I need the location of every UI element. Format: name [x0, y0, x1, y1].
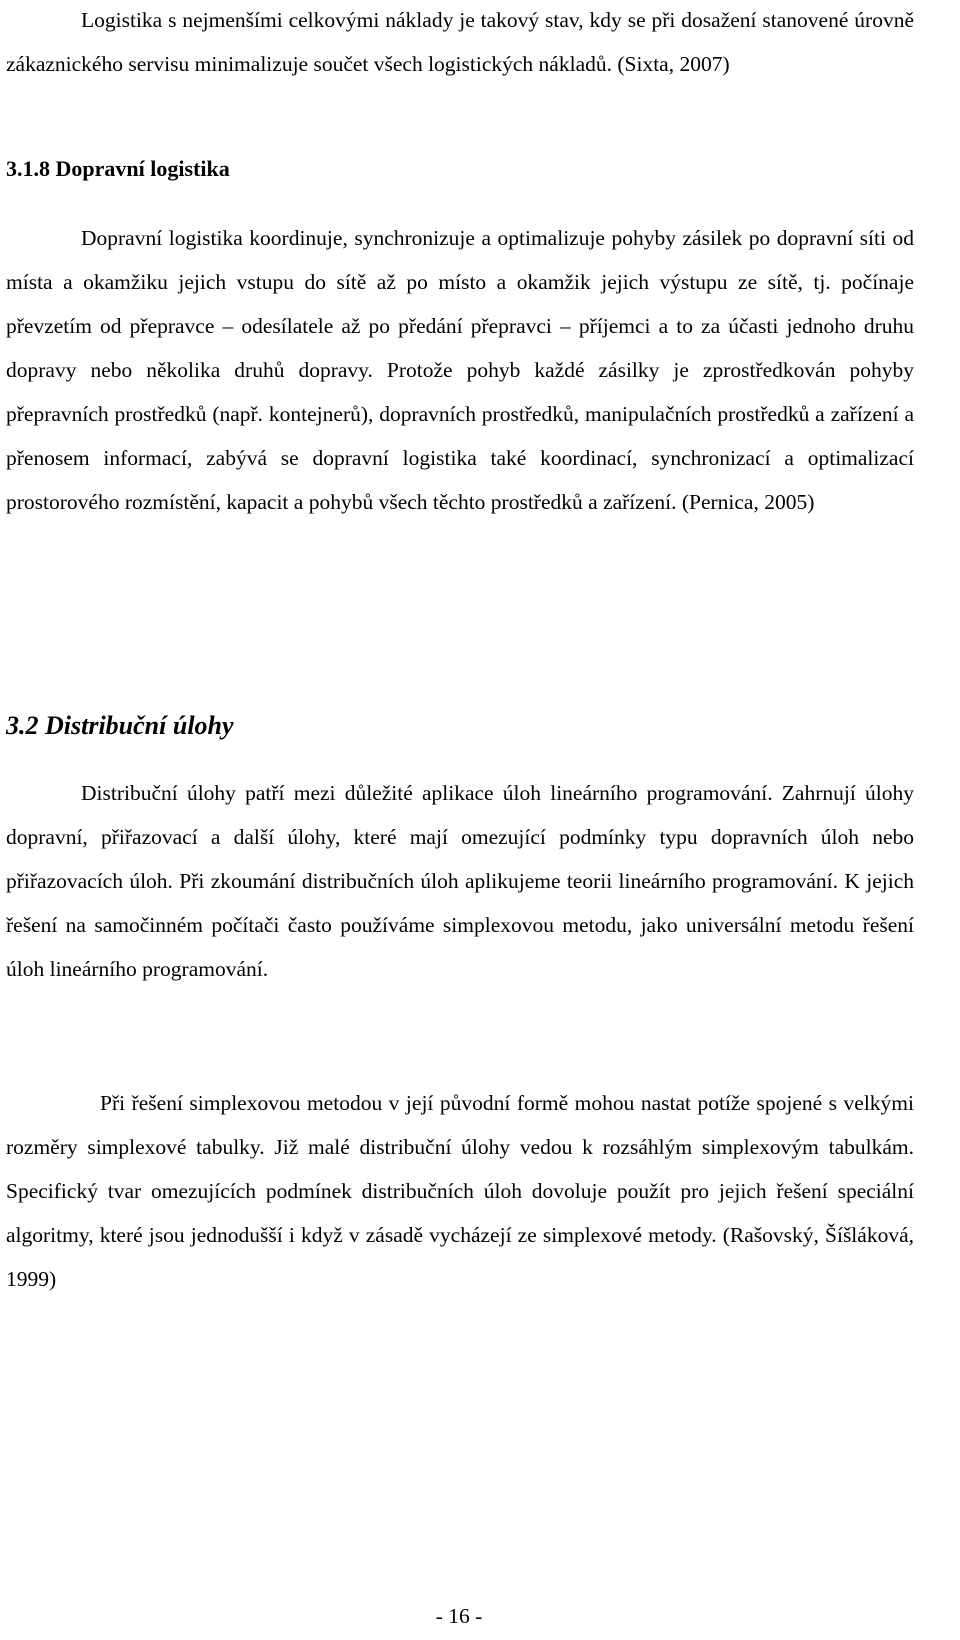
paragraph-intro: Logistika s nejmenšími celkovými náklady je takový stav, kdy se při dosažení stanovené úrovně zákaznického servisu minimalizuje součet všech logistických nákladů. (Sixta, 2007) [6, 8, 914, 76]
heading-section-3-2: 3.2 Distribuční úlohy [6, 711, 234, 740]
paragraph-dopravni-logistika: Dopravní logistika koordinuje, synchronizuje a optimalizuje pohyby zásilek po dopravní síti od místa a okamžiku jejich vstupu do sítě až po místo a okamžik jejich výstupu ze sítě, tj. počínaje převzetím od přepravce – odesílatele až po předání přepravci – příjemci a to za účasti jednoho druhu dopravy nebo několika druhů dopravy. Protože pohyb každé zásilky je zprostředkován pohyby přepravních prostředků (např. kontejnerů), dopravních prostředků, manipulačních prostředků a zařízení a přenosem informací, zabývá se dopravní logistika také koordinací, synchronizací a optimalizací prostorového rozmístění, kapacit a pohybů všech těchto prostředků a zařízení. (Pernica, 2005) [6, 226, 914, 514]
heading-section-3-1-8: 3.1.8 Dopravní logistika [6, 156, 230, 181]
paragraph-distribucni-ulohy: Distribuční úlohy patří mezi důležité aplikace úloh lineárního programování. Zahrnují úlohy dopravní, přiřazovací a další úlohy, které mají omezující podmínky typu dopravních úloh nebo přiřazovacích úloh. Při zkoumání distribučních úloh aplikujeme teorii lineárního programování. K jejich řešení na samočinném počítači často používáme simplexovou metodu, jako universální metodu řešení úloh lineárního programování. [6, 781, 914, 981]
page-number: - 16 - [435, 1604, 483, 1628]
paragraph-simplexova-metoda: Při řešení simplexovou metodou v její původní formě mohou nastat potíže spojené s velkými rozměry simplexové tabulky. Již malé distribuční úlohy vedou k rozsáhlým simplexovým tabulkám. Specifický tvar omezujících podmínek distribučních úloh dovoluje použít pro jejich řešení speciální algoritmy, které jsou jednodušší i když v zásadě vycházejí ze simplexové metody. (Rašovský, Šíšláková, 1999) [6, 1091, 914, 1291]
